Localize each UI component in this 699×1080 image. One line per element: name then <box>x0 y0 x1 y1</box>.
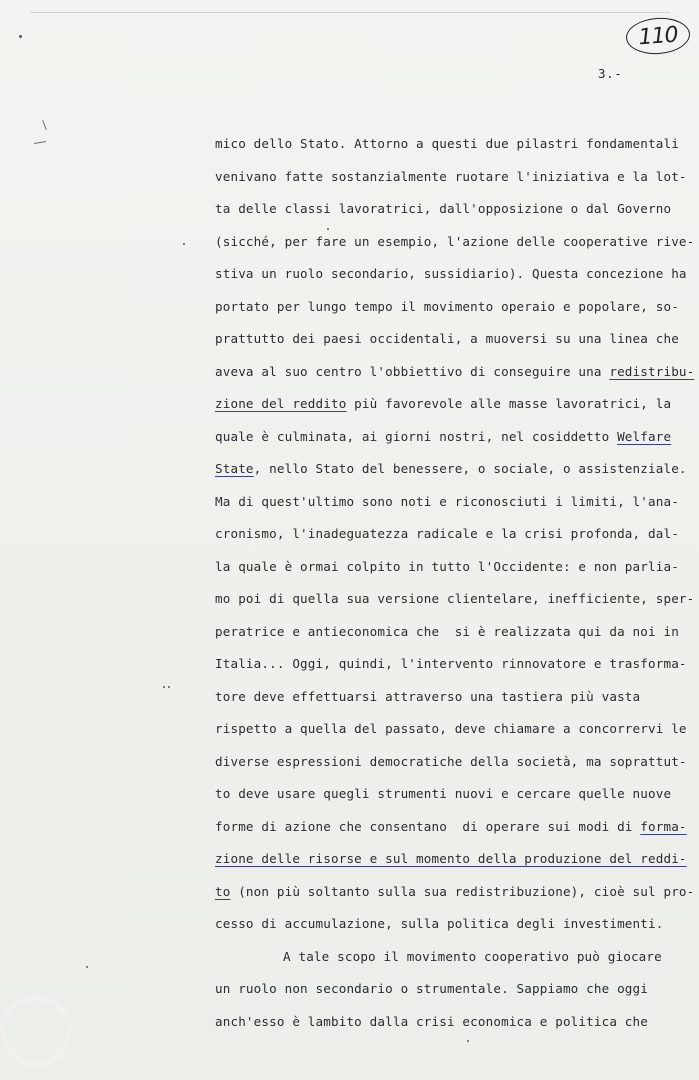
text-line <box>215 783 672 816</box>
scan-speck <box>467 1040 469 1042</box>
underlined-text: forma- <box>640 818 687 834</box>
text-segment: rispetto a quella del passato, deve chiamare a concorrervi le <box>215 721 687 736</box>
text-segment: mo poi di quella sua versione clientelare, inefficiente, sper- <box>215 591 695 606</box>
text-segment: stiva un ruolo secondario, sussidiario). Questa concezione ha <box>215 266 687 281</box>
text-segment: la quale è ormai colpito in tutto l'Occidente: e non parlia- <box>215 558 679 574</box>
text-line <box>215 263 687 296</box>
text-line <box>215 718 687 751</box>
faint-watermark <box>0 995 72 1067</box>
text-segment: mico dello Stato. Attorno a questi due pilastri fondamentali <box>215 136 679 151</box>
text-line <box>215 848 687 881</box>
text-segment: tore deve effettuarsi attraverso una tastiera più vasta <box>215 688 641 704</box>
underlined-text: to <box>215 883 231 899</box>
text-segment: (sicché, per fare un esempio, l'azione delle cooperative rive- <box>215 233 695 249</box>
text-segment: anch'esso è lambito dalla crisi economica e politica che <box>215 1013 648 1029</box>
text-line <box>215 328 679 361</box>
text-line <box>215 653 687 686</box>
text-line <box>215 231 695 264</box>
text-line <box>215 166 687 199</box>
text-line <box>215 133 679 166</box>
archive-number-stamp <box>625 16 691 56</box>
text-line <box>215 523 679 556</box>
text-line <box>215 556 679 589</box>
text-line <box>215 946 665 979</box>
top-edge-rule <box>30 12 670 13</box>
text-segment: un ruolo non secondario o strumentale. Sappiamo che oggi <box>215 981 648 996</box>
text-line <box>215 361 695 394</box>
text-line <box>215 881 695 914</box>
text-segment: forme di azione che consentano di operare sui modi di <box>215 818 641 834</box>
text-line <box>215 198 672 231</box>
text-line <box>215 978 665 1011</box>
text-line <box>215 1011 665 1044</box>
underlined-text: Welfare <box>617 428 672 444</box>
text-segment: peratrice e antieconomica che si è realizzata qui da noi in <box>215 623 679 639</box>
text-segment: cronismo, l'inadeguatezza radicale e la crisi profonda, dal- <box>215 526 679 541</box>
text-line <box>215 588 695 621</box>
scan-speck <box>86 966 88 968</box>
underlined-text: State <box>215 461 254 476</box>
text-segment: venivano fatte sostanzialmente ruotare l'iniziativa e la lot- <box>215 168 687 184</box>
text-segment: cesso di accumulazione, sulla politica degli investimenti. <box>215 916 664 931</box>
archive-number: 110 <box>637 22 679 50</box>
text-segment: più favorevole alle masse lavoratrici, la <box>346 396 672 411</box>
underlined-text: zione delle risorse e sul momento della produzione del reddi- <box>215 851 687 866</box>
text-segment: aveva al suo centro l'obbiettivo di conseguire una <box>215 363 610 379</box>
text-segment: Italia... Oggi, quindi, l'intervento rinnovatore e trasforma- <box>215 656 687 671</box>
text-segment: diverse espressioni democratiche della società, ma soprattut- <box>215 753 687 769</box>
text-line <box>215 491 679 524</box>
text-segment: , nello Stato del benessere, o sociale, o assistenziale. <box>253 461 687 476</box>
text-line <box>215 816 687 849</box>
text-segment: prattutto dei paesi occidentali, a muoversi su una linea che <box>215 331 679 346</box>
text-segment: (non più soltanto sulla sua redistribuzione), cioè sul pro- <box>230 883 695 899</box>
text-line <box>215 426 672 459</box>
text-line <box>215 686 665 719</box>
scan-speck <box>19 35 22 38</box>
text-segment: portato per lungo tempo il movimento operaio e popolare, so- <box>215 298 679 314</box>
margin-tick <box>42 120 46 130</box>
scan-speck <box>183 243 185 245</box>
text-line <box>215 751 687 784</box>
text-line <box>215 393 672 426</box>
text-segment: Ma di quest'ultimo sono noti e riconosciuti i limiti, l'ana- <box>215 493 679 509</box>
scan-speck <box>163 686 165 688</box>
text-segment: ta delle classi lavoratrici, dall'opposizione o dal Governo <box>215 201 672 216</box>
text-segment: quale è culminata, ai giorni nostri, nel cosiddetto <box>215 428 618 444</box>
text-segment: A tale scopo il movimento cooperativo può giocare <box>283 948 662 964</box>
page-number: 3.- <box>598 66 623 81</box>
margin-tick <box>34 141 46 144</box>
text-line <box>215 621 679 654</box>
body-text <box>215 133 695 1043</box>
scan-speck <box>168 686 170 688</box>
scan-speck <box>327 228 329 230</box>
underlined-text: redistribu- <box>609 363 695 379</box>
text-line <box>215 458 687 491</box>
underlined-text: zione del reddito <box>215 396 347 411</box>
text-line <box>215 913 665 946</box>
text-line <box>215 296 679 329</box>
text-segment: to deve usare quegli strumenti nuovi e cercare quelle nuove <box>215 786 672 801</box>
